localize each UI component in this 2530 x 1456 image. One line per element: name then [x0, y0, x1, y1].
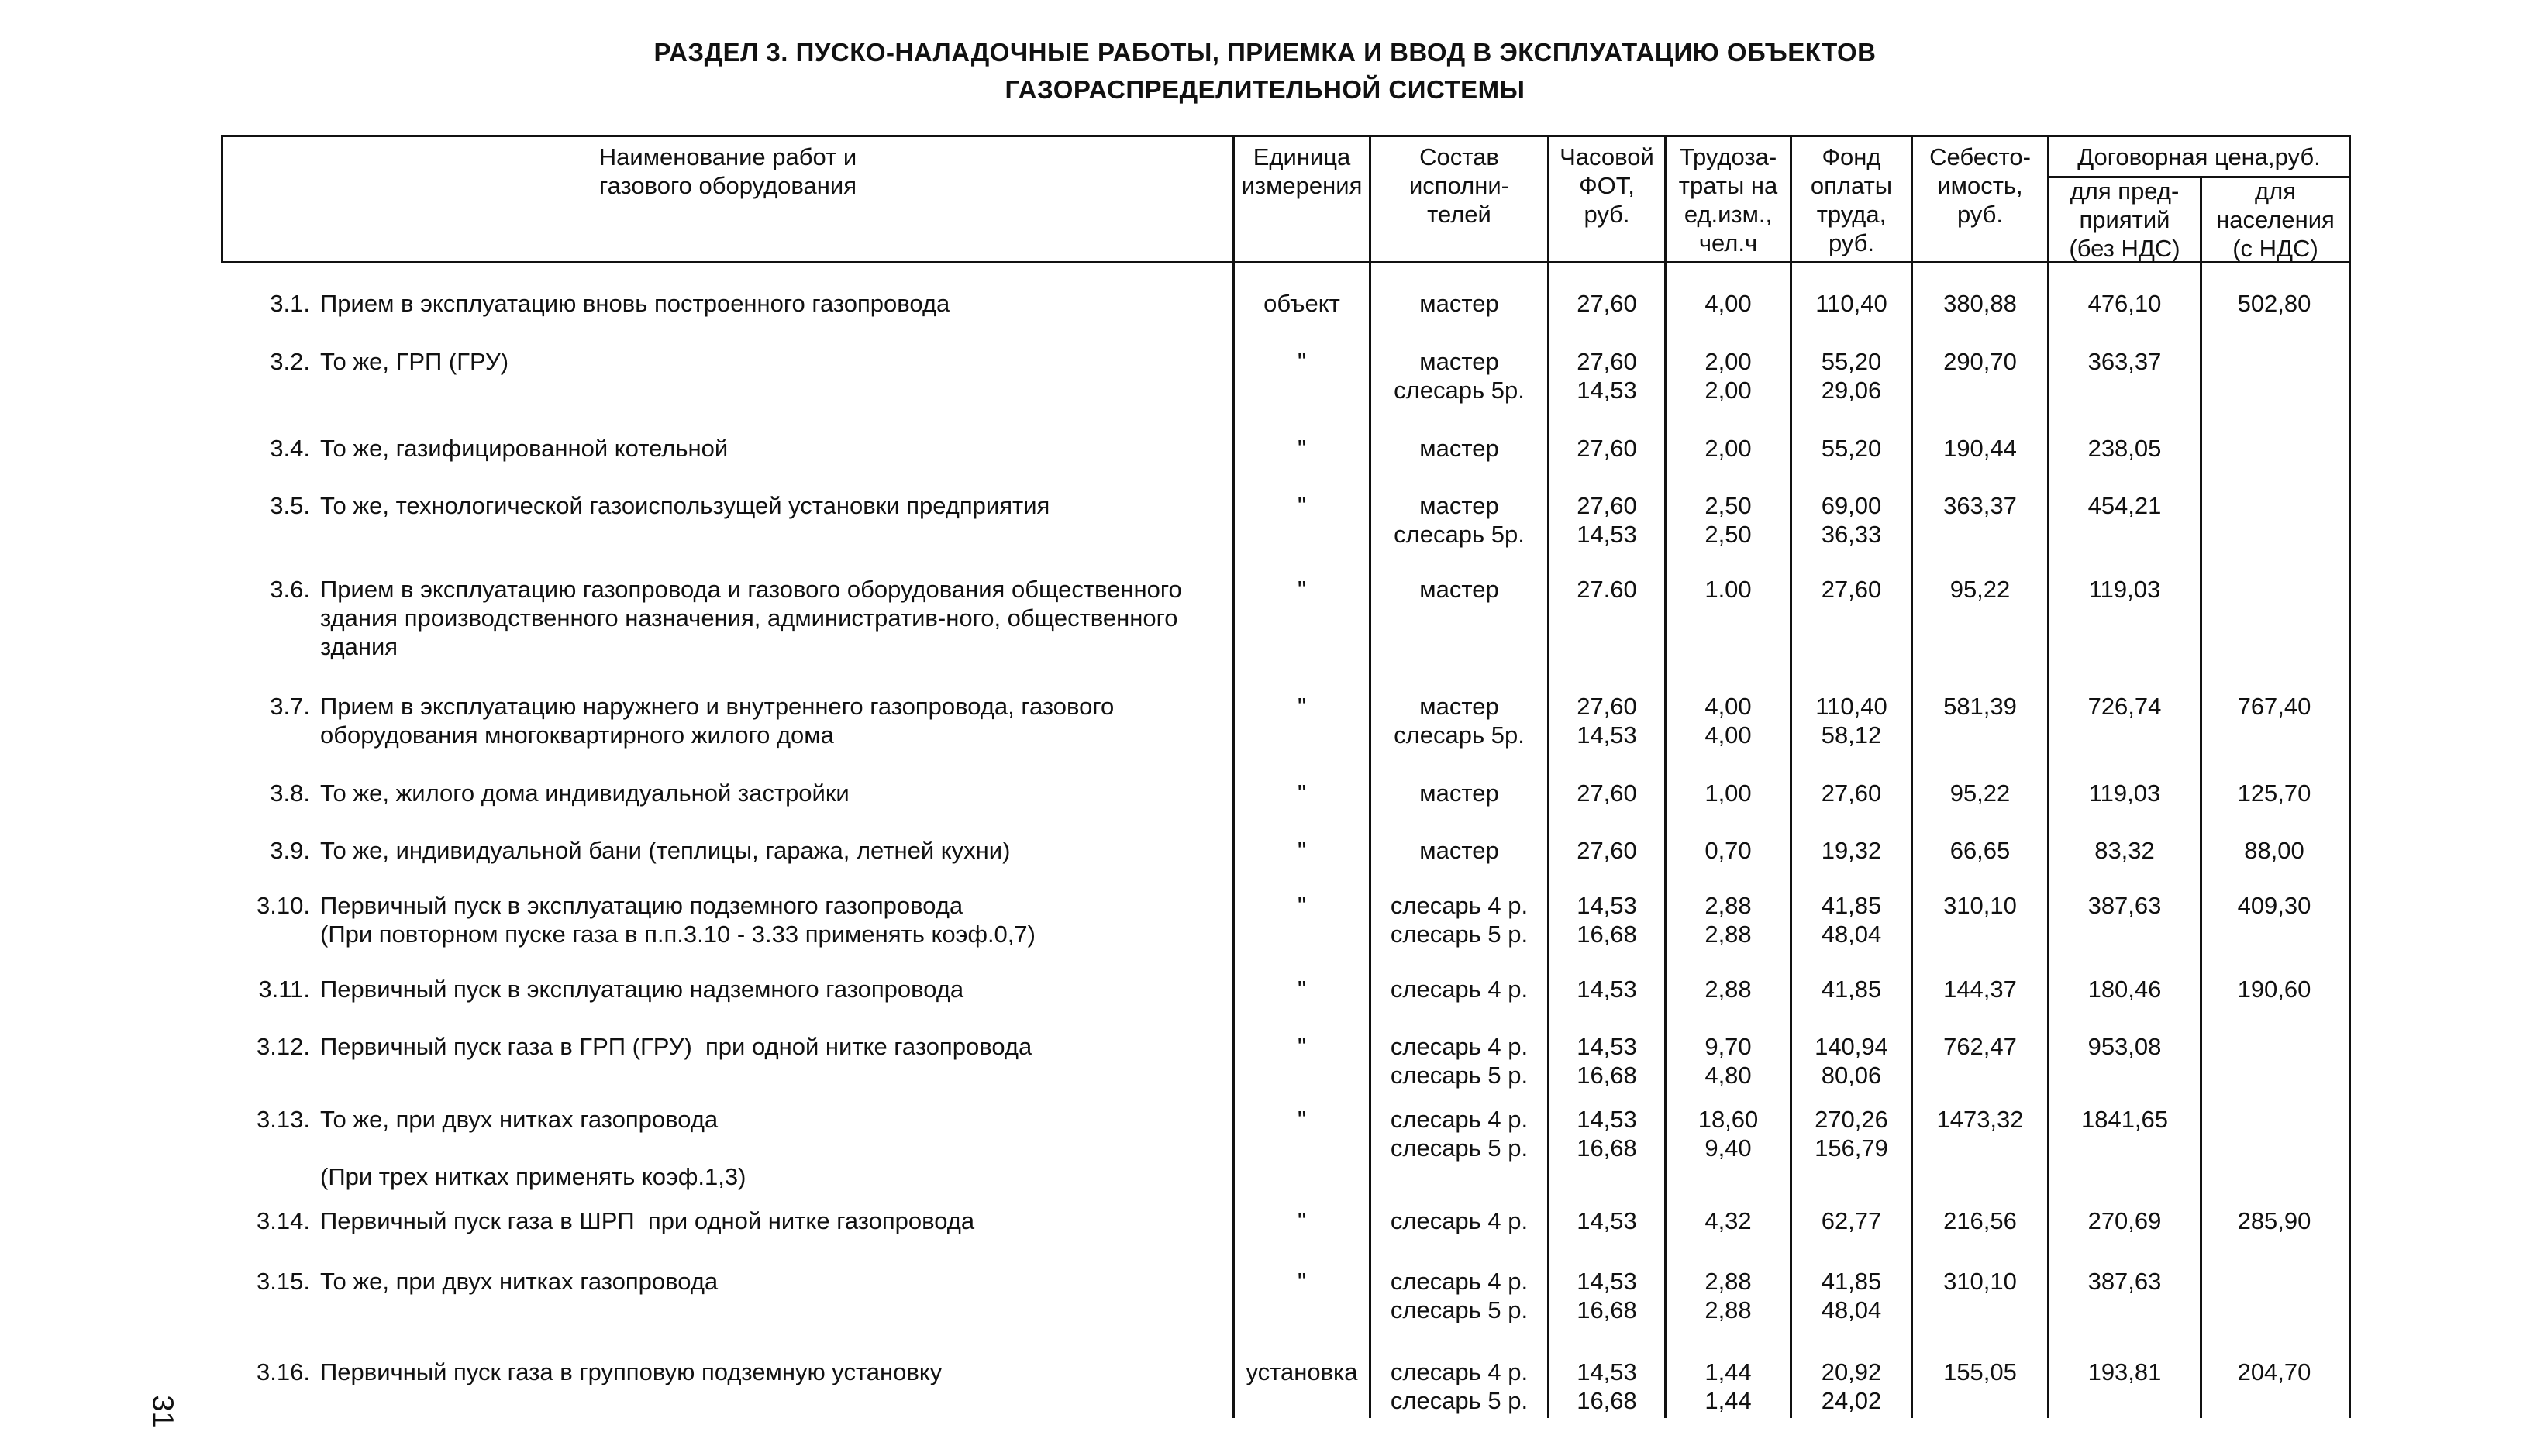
header-wage-fund: Фонд оплаты труда, руб.: [1810, 143, 1893, 256]
header-name: Наименование работ и газового оборудования: [598, 143, 857, 199]
row-staff-cell: слесарь 4 р.: [1390, 1207, 1529, 1234]
row-fund-cell: 55,20: [1821, 435, 1882, 462]
row-labor-cell: 0,70: [1704, 837, 1752, 864]
row-cost-cell: 310,10: [1943, 892, 2017, 919]
row-pop-cell: 767,40: [2237, 693, 2311, 720]
row-number: 3.2.: [270, 348, 310, 375]
row-work-name: Первичный пуск газа в групповую подземную установку: [320, 1358, 943, 1385]
row-unit-cell: ": [1297, 837, 1306, 864]
row-rate-cell: 27,60 14,53: [1577, 492, 1637, 548]
row-labor-cell: 2,00 2,00: [1704, 348, 1752, 404]
row-fund-cell: 27,60: [1821, 576, 1882, 603]
row-staff-cell: мастер: [1419, 435, 1499, 462]
row-ent-cell: 270,69: [2087, 1207, 2162, 1234]
row-staff-cell: мастер: [1419, 290, 1499, 317]
row-number: 3.10.: [257, 892, 310, 919]
row-work-name: Первичный пуск в эксплуатацию надземного газопровода: [320, 976, 964, 1003]
row-staff-cell: слесарь 4 р.: [1390, 976, 1529, 1003]
row-unit-cell: ": [1297, 780, 1306, 807]
header-cost: Себесто- имость, руб.: [1929, 143, 2031, 228]
row-staff-cell: слесарь 4 р. слесарь 5 р.: [1390, 1106, 1529, 1162]
row-pop-cell: 285,90: [2237, 1207, 2311, 1234]
row-rate-cell: 27,60: [1577, 837, 1637, 864]
row-unit-cell: ": [1297, 1207, 1306, 1234]
row-number: 3.5.: [270, 492, 310, 519]
row-labor-cell: 4,00: [1704, 290, 1752, 317]
row-rate-cell: 27,60: [1577, 290, 1637, 317]
row-rate-cell: 14,53 16,68: [1577, 1268, 1637, 1323]
header-bottom-border: [221, 261, 2351, 263]
row-staff-cell: мастер слесарь 5р.: [1394, 492, 1525, 548]
row-rate-cell: 27,60: [1577, 780, 1637, 807]
row-ent-cell: 238,05: [2087, 435, 2162, 462]
row-cost-cell: 762,47: [1943, 1033, 2017, 1060]
row-rate-cell: 14,53 16,68: [1577, 1033, 1637, 1089]
row-rate-cell: 27.60: [1577, 576, 1637, 603]
row-fund-cell: 41,85: [1821, 976, 1882, 1003]
row-work-name: Прием в эксплуатацию наружнего и внутреннего газопровода, газового оборудования многоквартирного жилого дома: [320, 693, 1121, 749]
row-labor-cell: 2,88 2,88: [1704, 1268, 1752, 1323]
row-fund-cell: 41,85 48,04: [1821, 1268, 1882, 1323]
row-fund-cell: 27,60: [1821, 780, 1882, 807]
row-cost-cell: 581,39: [1943, 693, 2017, 720]
row-fund-cell: 19,32: [1821, 837, 1882, 864]
table-top-border: [221, 135, 2351, 137]
row-rate-cell: 14,53: [1577, 976, 1637, 1003]
row-staff-cell: слесарь 4 р. слесарь 5 р.: [1390, 1358, 1529, 1414]
row-rate-cell: 14,53: [1577, 1207, 1637, 1234]
row-fund-cell: 140,94 80,06: [1815, 1033, 1888, 1089]
row-labor-cell: 4,32: [1704, 1207, 1752, 1234]
row-work-name: Первичный пуск газа в ШРП при одной нитке газопровода: [320, 1207, 975, 1234]
row-number: 3.13.: [257, 1106, 310, 1133]
row-fund-cell: 110,40 58,12: [1815, 693, 1887, 749]
row-pop-cell: 409,30: [2237, 892, 2311, 919]
row-labor-cell: 1,00: [1704, 780, 1752, 807]
row-labor-cell: 2,00: [1704, 435, 1752, 462]
row-number: 3.6.: [270, 576, 310, 603]
row-pop-cell: 204,70: [2237, 1358, 2311, 1385]
row-labor-cell: 18,60 9,40: [1698, 1106, 1759, 1162]
header-labor-cost: Трудоза- траты на ед.изм., чел.ч: [1678, 143, 1778, 256]
row-pop-cell: 502,80: [2237, 290, 2311, 317]
row-labor-cell: 4,00 4,00: [1704, 693, 1752, 749]
row-cost-cell: 190,44: [1943, 435, 2017, 462]
row-cost-cell: 216,56: [1943, 1207, 2017, 1234]
row-fund-cell: 270,26 156,79: [1815, 1106, 1888, 1162]
row-number: 3.9.: [270, 837, 310, 864]
row-cost-cell: 1473,32: [1936, 1106, 2024, 1133]
row-work-name: То же, ГРП (ГРУ): [320, 348, 509, 375]
row-ent-cell: 454,21: [2087, 492, 2162, 519]
row-rate-cell: 27,60 14,53: [1577, 693, 1637, 749]
row-ent-cell: 180,46: [2087, 976, 2162, 1003]
row-work-name: Первичный пуск в эксплуатацию подземного газопровода (При повторном пуске газа в п.п.3.10 - 3.33 применять коэф.0,7): [320, 892, 1036, 948]
row-rate-cell: 14,53 16,68: [1577, 892, 1637, 948]
row-work-name: Первичный пуск газа в ГРП (ГРУ) при одной нитке газопровода: [320, 1033, 1032, 1060]
row-unit-cell: установка: [1246, 1358, 1358, 1385]
row-unit-cell: ": [1297, 1033, 1306, 1060]
header-contract-price: Договорная цена,руб.: [2077, 143, 2321, 170]
row-staff-cell: слесарь 4 р. слесарь 5 р.: [1390, 1268, 1529, 1323]
row-fund-cell: 62,77: [1821, 1207, 1882, 1234]
row-unit-cell: ": [1297, 576, 1306, 603]
table-right-border: [2349, 135, 2351, 1418]
header-price-population: для населения (с НДС): [2216, 177, 2335, 262]
row-staff-cell: мастер слесарь 5р.: [1394, 348, 1525, 404]
row-labor-cell: 2,50 2,50: [1704, 492, 1752, 548]
row-staff-cell: мастер: [1419, 576, 1499, 603]
row-cost-cell: 363,37: [1943, 492, 2017, 519]
row-unit-cell: ": [1297, 976, 1306, 1003]
header-staff: Состав исполни- телей: [1408, 143, 1509, 228]
row-ent-cell: 193,81: [2087, 1358, 2162, 1385]
row-rate-cell: 27,60 14,53: [1577, 348, 1637, 404]
row-rate-cell: 14,53 16,68: [1577, 1358, 1637, 1414]
row-pop-cell: 190,60: [2237, 976, 2311, 1003]
row-cost-cell: 95,22: [1949, 576, 2011, 603]
row-fund-cell: 41,85 48,04: [1821, 892, 1882, 948]
row-number: 3.15.: [257, 1268, 310, 1295]
row-labor-cell: 9,70 4,80: [1704, 1033, 1752, 1089]
row-cost-cell: 380,88: [1943, 290, 2017, 317]
row-work-name: Прием в эксплуатацию газопровода и газового оборудования общественного здания производственного назначения, административ-ного, общественного здания: [320, 576, 1189, 660]
row-labor-cell: 1,44 1,44: [1704, 1358, 1752, 1414]
row-number: 3.11.: [258, 976, 310, 1003]
row-cost-cell: 310,10: [1943, 1268, 2017, 1295]
row-staff-cell: слесарь 4 р. слесарь 5 р.: [1390, 892, 1529, 948]
row-number: 3.7.: [270, 693, 310, 720]
row-number: 3.1.: [270, 290, 310, 317]
row-ent-cell: 476,10: [2087, 290, 2162, 317]
row-ent-cell: 1841,65: [2080, 1106, 2169, 1133]
row-staff-cell: мастер: [1419, 780, 1499, 807]
row-unit-cell: ": [1297, 1106, 1306, 1133]
section-title-line-1: РАЗДЕЛ 3. ПУСКО-НАЛАДОЧНЫЕ РАБОТЫ, ПРИЕМКА И ВВОД В ЭКСПЛУАТАЦИЮ ОБЪЕКТОВ: [653, 38, 1877, 67]
row-cost-cell: 290,70: [1943, 348, 2017, 375]
row-fund-cell: 55,20 29,06: [1821, 348, 1882, 404]
section-title-line-2: ГАЗОРАСПРЕДЕЛИТЕЛЬНОЙ СИСТЕМЫ: [1005, 75, 1525, 104]
row-staff-cell: мастер слесарь 5р.: [1394, 693, 1525, 749]
row-unit-cell: ": [1297, 693, 1306, 720]
row-labor-cell: 2,88: [1704, 976, 1752, 1003]
row-fund-cell: 69,00 36,33: [1821, 492, 1882, 548]
row-ent-cell: 119,03: [2088, 780, 2161, 807]
row-ent-cell: 953,08: [2087, 1033, 2162, 1060]
header-hourly-wage: Часовой ФОТ, руб.: [1560, 143, 1654, 228]
row-rate-cell: 14,53 16,68: [1577, 1106, 1637, 1162]
row-fund-cell: 20,92 24,02: [1821, 1358, 1882, 1414]
row-work-name: То же, при двух нитках газопровода: [320, 1268, 719, 1295]
row-work-name: То же, технологической газоиспользущей установки предприятия: [320, 492, 1050, 519]
row-cost-cell: 144,37: [1943, 976, 2017, 1003]
row-number: 3.4.: [270, 435, 310, 462]
row-labor-cell: 2,88 2,88: [1704, 892, 1752, 948]
row-pop-cell: 88,00: [2244, 837, 2304, 864]
row-work-name: Прием в эксплуатацию вновь построенного газопровода: [320, 290, 950, 317]
row-unit-cell: ": [1297, 1268, 1306, 1295]
row-staff-cell: слесарь 4 р. слесарь 5 р.: [1390, 1033, 1529, 1089]
row-work-name: То же, газифицированной котельной: [320, 435, 729, 462]
row-unit-cell: ": [1297, 492, 1306, 519]
row-staff-cell: мастер: [1419, 837, 1499, 864]
row-unit-cell: ": [1297, 435, 1306, 462]
row-cost-cell: 155,05: [1943, 1358, 2017, 1385]
row-unit-cell: объект: [1263, 290, 1340, 317]
row-labor-cell: 1.00: [1704, 576, 1752, 603]
row-ent-cell: 83,32: [2094, 837, 2155, 864]
row-ent-cell: 387,63: [2087, 1268, 2162, 1295]
row-ent-cell: 119,03: [2088, 576, 2161, 603]
header-unit: Единица измерения: [1241, 143, 1363, 199]
row-pop-cell: 125,70: [2237, 780, 2311, 807]
row-work-name: То же, при двух нитках газопровода (При трех нитках применять коэф.1,3): [320, 1106, 746, 1190]
row-work-name: То же, индивидуальной бани (теплицы, гаража, летней кухни): [320, 837, 1011, 864]
page-number: 31: [146, 1395, 179, 1428]
row-number: 3.14.: [257, 1207, 310, 1234]
row-cost-cell: 95,22: [1949, 780, 2011, 807]
header-price-enterprises: для пред- приятий (без НДС): [2069, 177, 2180, 262]
row-fund-cell: 110,40: [1815, 290, 1887, 317]
row-ent-cell: 387,63: [2087, 892, 2162, 919]
row-unit-cell: ": [1297, 348, 1306, 375]
row-ent-cell: 726,74: [2087, 693, 2162, 720]
row-cost-cell: 66,65: [1949, 837, 2011, 864]
row-unit-cell: ": [1297, 892, 1306, 919]
row-number: 3.12.: [257, 1033, 310, 1060]
row-ent-cell: 363,37: [2087, 348, 2162, 375]
row-number: 3.8.: [270, 780, 310, 807]
row-number: 3.16.: [257, 1358, 310, 1385]
row-work-name: То же, жилого дома индивидуальной застройки: [320, 780, 850, 807]
row-rate-cell: 27,60: [1577, 435, 1637, 462]
